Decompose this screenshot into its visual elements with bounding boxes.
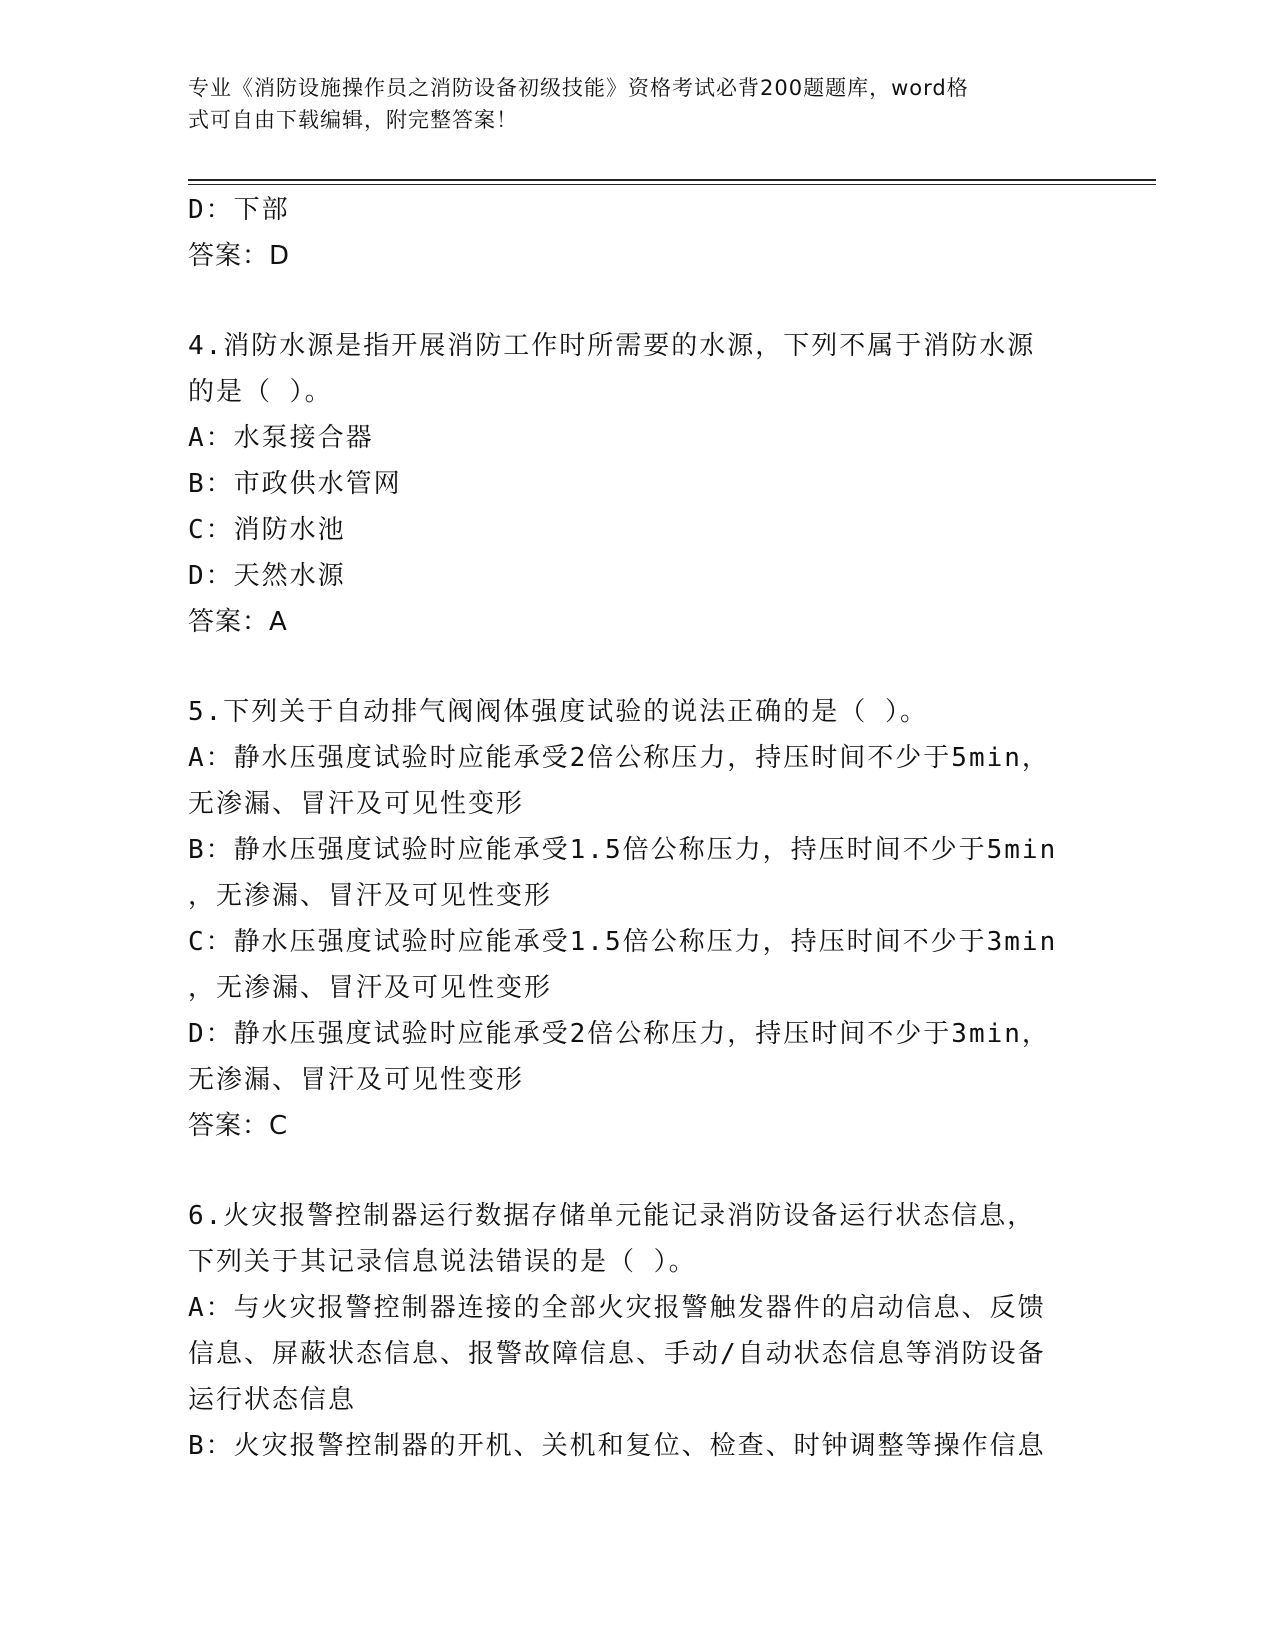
question-4 [188,323,1088,645]
header-divider-thick [188,179,1156,181]
question-spacer [188,1149,1088,1193]
question-spacer [188,645,1088,689]
question-5-option-d-2: 无渗漏、冒汗及可见性变形 [188,1065,525,1095]
prev-option-d: D：下部 [188,195,290,225]
question-5-option-c-1: C：静水压强度试验时应能承受1.5倍公称压力，持压时间不少于3min [188,927,1058,957]
question-4-option-d: D：天然水源 [188,561,346,591]
question-4-answer: 答案：A [188,607,288,637]
question-5-option-c-2: ，无渗漏、冒汗及可见性变形 [188,973,553,1003]
header-line-1: 专业《消防设施操作员之消防设备初级技能》资格考试必背200题题库，word格 [188,76,969,100]
question-6-stem-1: 6.火灾报警控制器运行数据存储单元能记录消防设备运行状态信息， [188,1201,1036,1231]
question-5-option-b-2: ，无渗漏、冒汗及可见性变形 [188,881,553,911]
question-4-option-c: C：消防水池 [188,515,346,545]
question-5-option-d-1: D：静水压强度试验时应能承受2倍公称压力，持压时间不少于3min， [188,1019,1050,1049]
question-5-option-a-2: 无渗漏、冒汗及可见性变形 [188,789,525,819]
header-line-2: 式可自由下载编辑，附完整答案！ [188,108,518,132]
question-6-option-a-3: 运行状态信息 [188,1385,357,1415]
question-6-option-b-1: B：火灾报警控制器的开机、关机和复位、检查、时钟调整等操作信息 [188,1431,1046,1461]
question-spacer [188,279,1088,323]
question-4-option-b: B：市政供水管网 [188,469,402,499]
prev-answer: 答案：D [188,241,291,271]
question-6-option-a-1: A：与火灾报警控制器连接的全部火灾报警触发器件的启动信息、反馈 [188,1293,1046,1323]
question-4-stem-1: 4.消防水源是指开展消防工作时所需要的水源，下列不属于消防水源 [188,331,1036,361]
document-header [188,72,1068,136]
question-6 [188,1193,1088,1469]
question-5-answer: 答案：C [188,1111,289,1141]
question-4-stem-2: 的是（ ）。 [188,377,333,407]
question-5-stem: 5.下列关于自动排气阀阀体强度试验的说法正确的是（ ）。 [188,697,928,727]
question-6-option-a-2: 信息、屏蔽状态信息、报警故障信息、手动/自动状态信息等消防设备 [188,1339,1046,1369]
question-5-option-b-1: B：静水压强度试验时应能承受1.5倍公称压力，持压时间不少于5min [188,835,1058,865]
question-5-option-a-1: A：静水压强度试验时应能承受2倍公称压力，持压时间不少于5min， [188,743,1050,773]
question-5 [188,689,1088,1149]
header-divider-thin [188,184,1156,185]
question-4-option-a: A：水泵接合器 [188,423,374,453]
question-6-stem-2: 下列关于其记录信息说法错误的是（ ）。 [188,1247,697,1277]
question-content [188,187,1088,1469]
